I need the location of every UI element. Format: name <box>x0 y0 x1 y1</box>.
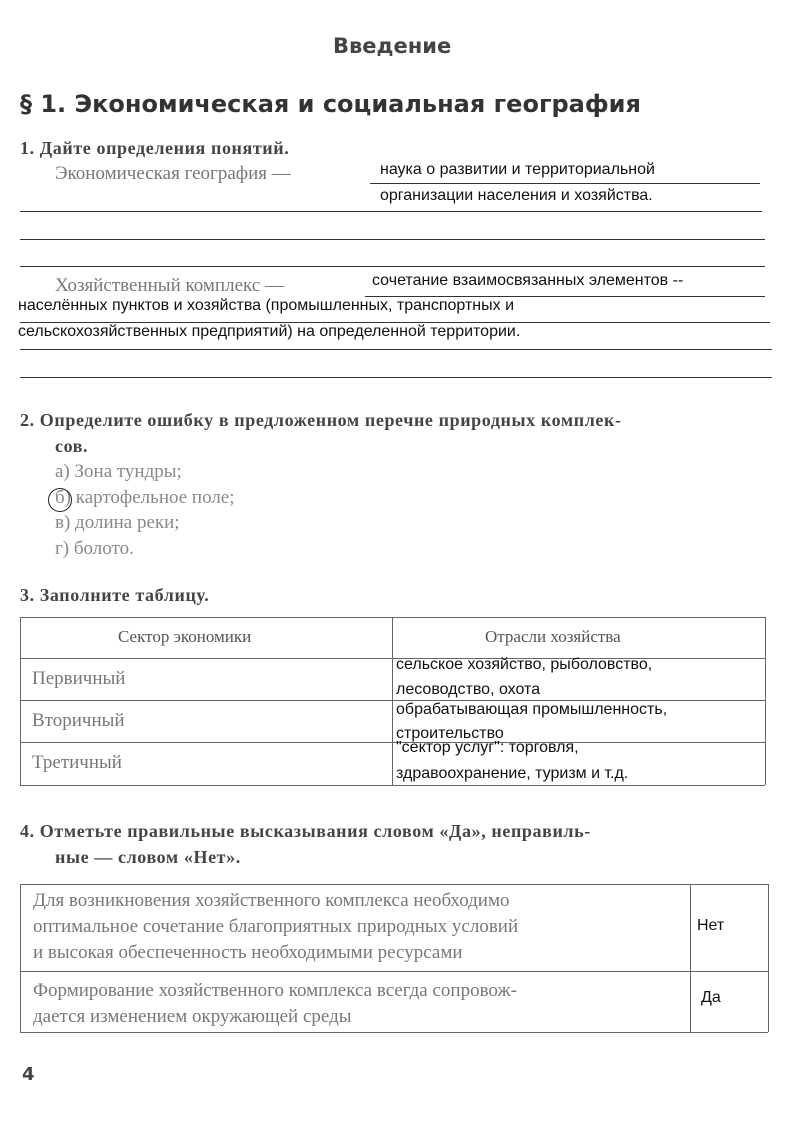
table-row-sector: Первичный <box>32 668 126 689</box>
statement-answer[interactable]: Да <box>701 989 721 1006</box>
table-row-industries[interactable]: лесоводство, охота <box>396 681 541 698</box>
statement-text: Для возникновения хозяйственного комплекса необходимо <box>33 890 510 911</box>
q1-answer2-line1[interactable]: сочетание взаимосвязанных элементов -- <box>372 272 684 289</box>
q1-answer1-line1[interactable]: наука о развитии и территориальной <box>380 161 655 178</box>
answer-line <box>20 377 772 378</box>
q3-prompt: 3. Заполните таблицу. <box>20 585 210 605</box>
table-row-sector: Вторичный <box>32 710 125 731</box>
statement-text: дается изменением окружающей среды <box>33 1006 352 1027</box>
table-row-industries[interactable]: сельское хозяйство, рыболовство, <box>396 656 653 673</box>
table-header-sector: Сектор экономики <box>118 627 252 646</box>
page-number: 4 <box>22 1064 35 1085</box>
section-title: Введение <box>333 34 452 58</box>
table-row-industries[interactable]: строительство <box>396 725 504 742</box>
table-header-industries: Отрасли хозяйства <box>485 627 621 646</box>
q4-prompt-line1: 4. Отметьте правильные высказывания словом «Да», неправиль- <box>20 821 591 841</box>
table-row-industries[interactable]: "сектор услуг": торговля, <box>396 739 579 756</box>
answer-line <box>20 266 765 267</box>
q2-prompt-line2: сов. <box>55 436 89 456</box>
q1-term-economic-complex: Хозяйственный комплекс — <box>55 275 284 296</box>
q1-term-economic-geography: Экономическая география — <box>55 163 291 184</box>
table-row-industries[interactable]: обрабатывающая промышленность, <box>396 701 668 718</box>
q2-prompt-line1: 2. Определите ошибку в предложенном перечне природных комплек- <box>20 410 622 430</box>
answer-line <box>20 211 762 212</box>
q2-option-d[interactable]: г) болото. <box>55 538 134 559</box>
answer-line <box>20 349 772 350</box>
q1-answer1-line2[interactable]: организации населения и хозяйства. <box>380 187 653 204</box>
answer-line <box>20 239 765 240</box>
paragraph-title: § 1. Экономическая и социальная география <box>20 90 641 118</box>
q4-prompt-line2: ные — словом «Нет». <box>55 847 241 867</box>
q2-option-c[interactable]: в) долина реки; <box>55 512 180 533</box>
statement-answer[interactable]: Нет <box>697 917 725 934</box>
table-row-sector: Третичный <box>32 752 122 773</box>
q2-option-a[interactable]: а) Зона тундры; <box>55 461 182 482</box>
statement-text: оптимальное сочетание благоприятных природных условий <box>33 916 519 937</box>
statement-text: Формирование хозяйственного комплекса всегда сопровож- <box>33 980 517 1001</box>
selected-answer-circle <box>48 488 72 512</box>
statement-text: и высокая обеспеченность необходимыми ресурсами <box>33 942 463 963</box>
answer-line <box>370 183 760 184</box>
q1-answer2-line2[interactable]: населённых пунктов и хозяйства (промышленных, транспортных и <box>18 297 515 314</box>
q2-option-b[interactable]: б) картофельное поле; <box>55 487 235 508</box>
q1-answer2-line3[interactable]: сельскохозяйственных предприятий) на определенной территории. <box>18 323 521 340</box>
table-row-industries[interactable]: здравоохранение, туризм и т.д. <box>396 765 629 782</box>
q1-prompt: 1. Дайте определения понятий. <box>20 138 290 158</box>
